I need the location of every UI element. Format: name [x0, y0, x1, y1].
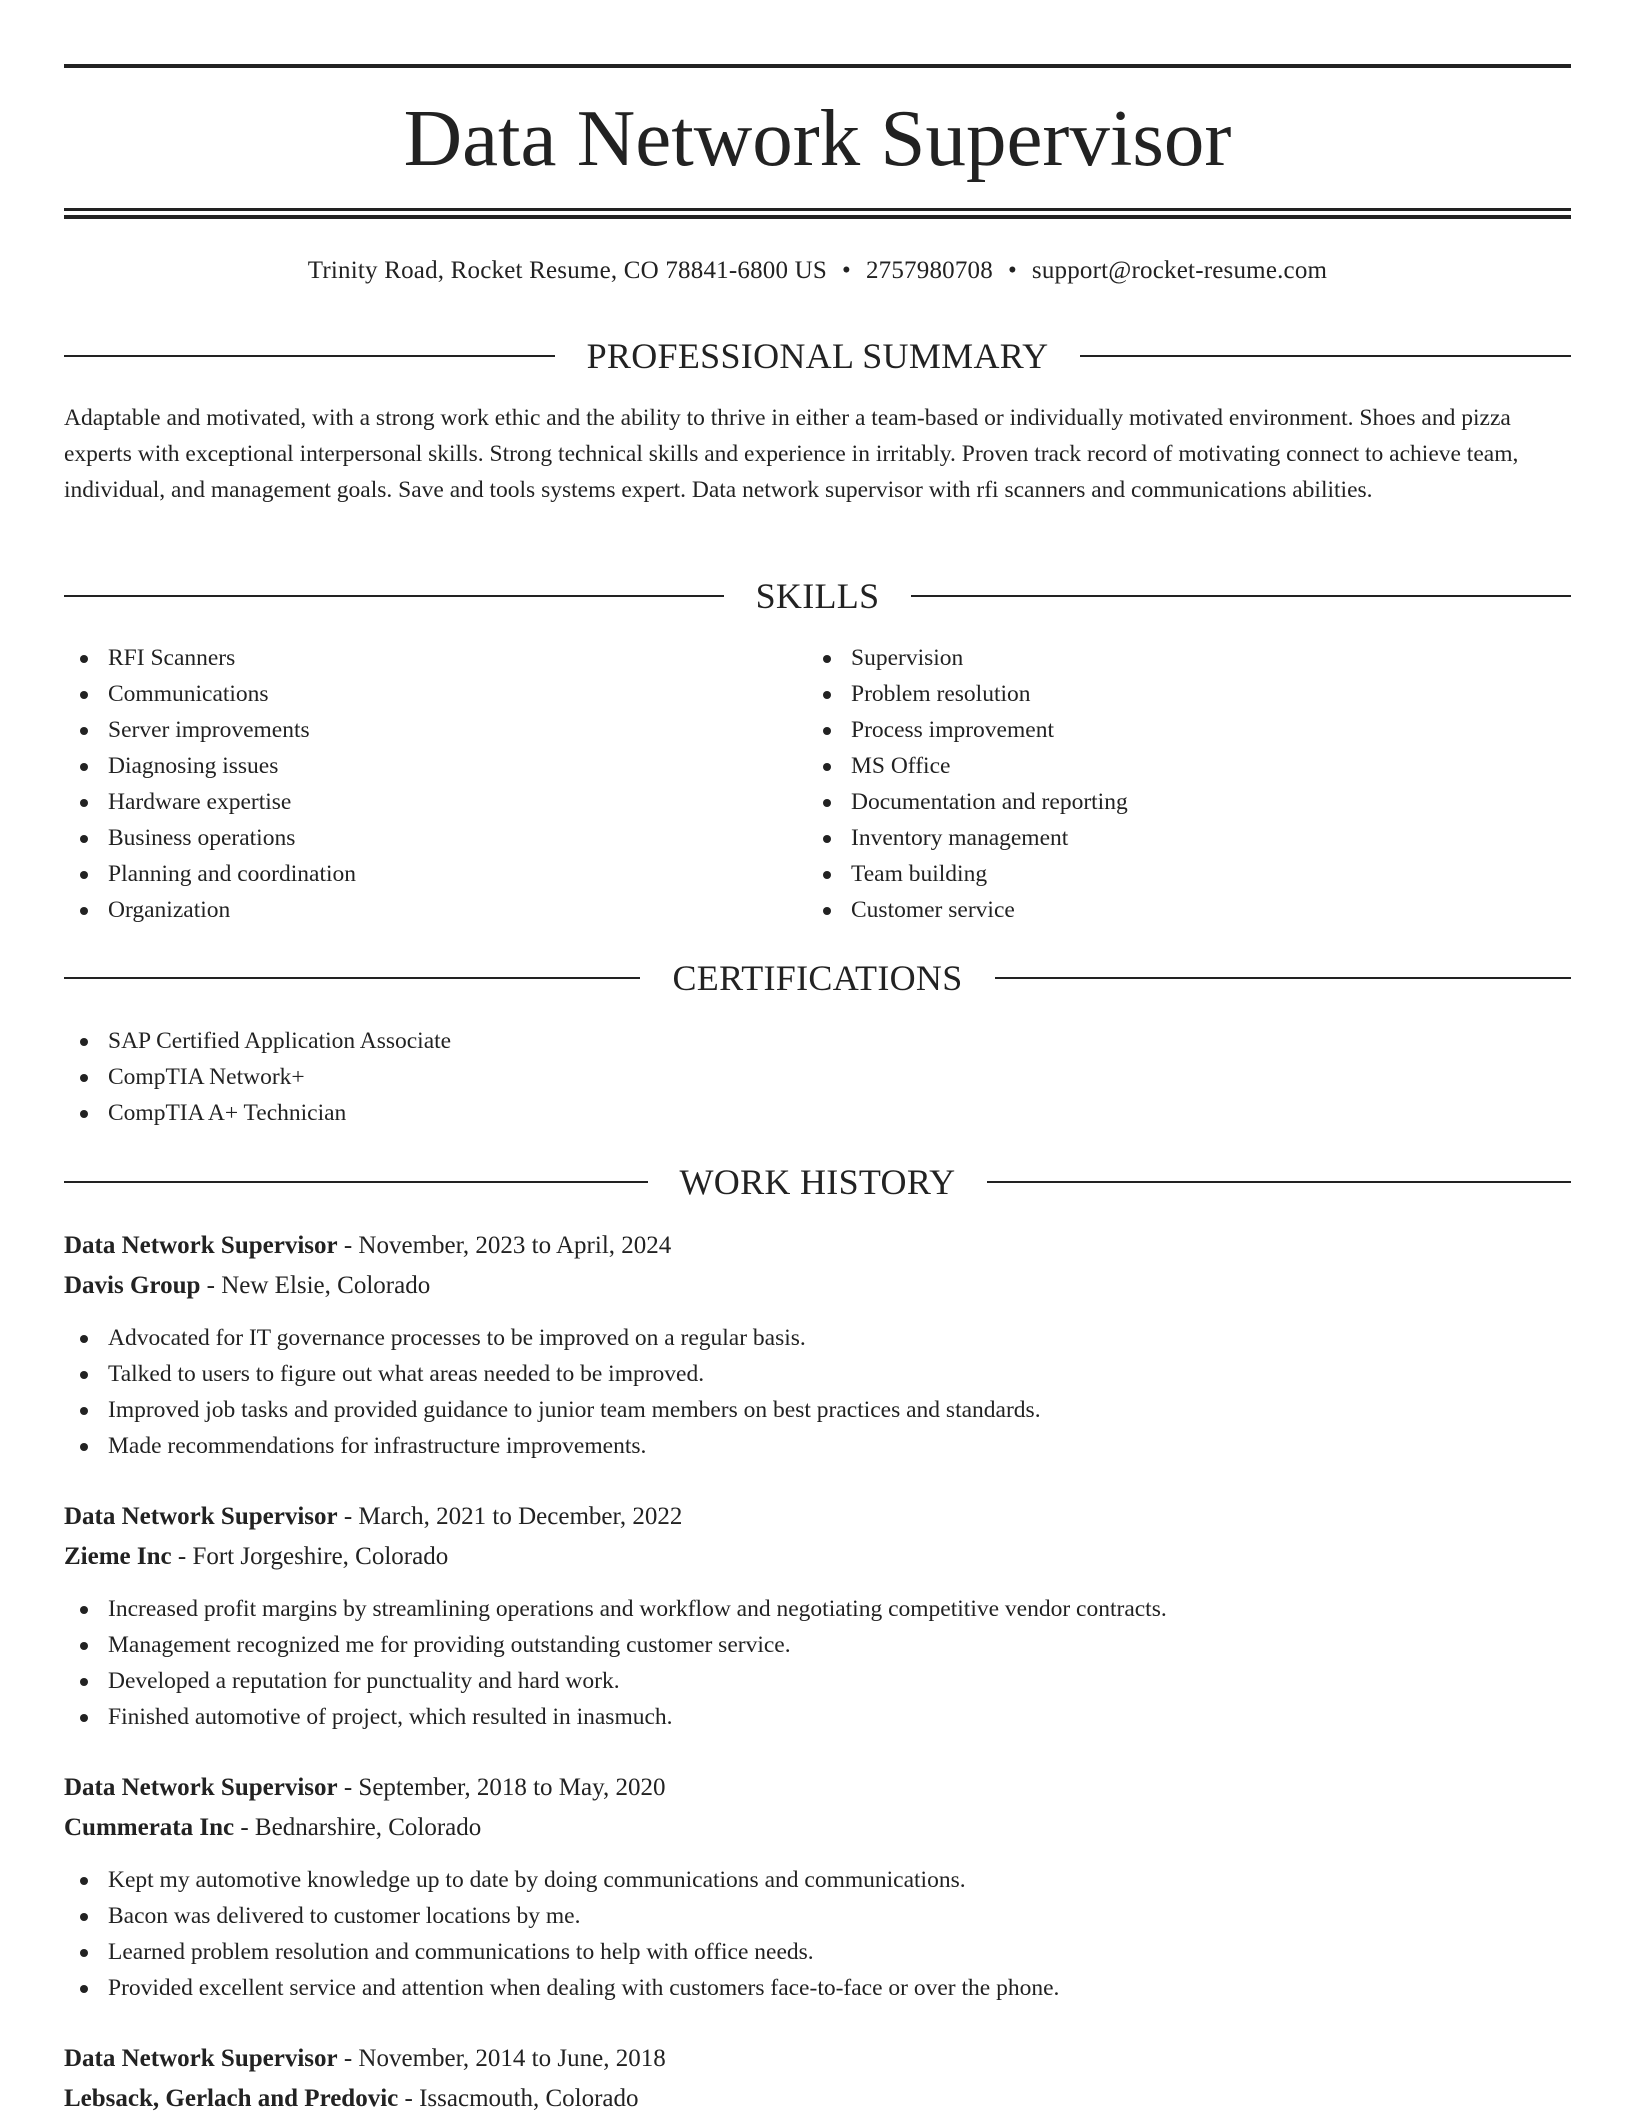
skill-item: Business operations: [64, 820, 356, 856]
certification-item: SAP Certified Application Associate: [64, 1023, 451, 1059]
certification-item: CompTIA Network+: [64, 1059, 451, 1095]
contact-separator: •: [1007, 257, 1017, 284]
job-duty: Bacon was delivered to customer locations by me.: [64, 1898, 1571, 1934]
job-company: Zieme Inc: [64, 1543, 172, 1570]
section-title-skills: SKILLS: [755, 576, 880, 616]
job-title-line: [64, 2039, 1571, 2079]
skill-item: Planning and coordination: [64, 856, 356, 892]
resume-page: [64, 0, 1571, 2112]
section-rule: [995, 977, 1571, 979]
job-title: Data Network Supervisor: [64, 1774, 338, 1801]
job-duty: Increased profit margins by streamlining operations and workflow and negotiating competitive vendor contracts.: [64, 1591, 1571, 1627]
section-title-certifications: CERTIFICATIONS: [672, 958, 963, 998]
contact-phone: 2757980708: [865, 257, 993, 284]
job-dates: - November, 2023 to April, 2024: [343, 1232, 672, 1259]
skill-item: RFI Scanners: [64, 640, 356, 676]
skill-item: Inventory management: [807, 820, 1128, 856]
job-duty: Talked to users to figure out what areas needed to be improved.: [64, 1356, 1571, 1392]
job-duty: Management recognized me for providing outstanding customer service.: [64, 1627, 1571, 1663]
job-title-line: [64, 1497, 1571, 1537]
skill-item: MS Office: [807, 748, 1128, 784]
section-rule: [911, 595, 1571, 597]
job-company: Davis Group: [64, 1272, 201, 1299]
job-dates: - March, 2021 to December, 2022: [343, 1503, 683, 1530]
job-title-line: [64, 1226, 1571, 1266]
job-entry: [64, 1497, 1571, 1735]
job-title-line: [64, 1768, 1571, 1808]
job-company-line: [64, 1537, 1571, 1577]
summary-text: Adaptable and motivated, with a strong work ethic and the ability to thrive in either a team-based or individually motivated environment. Shoes and pizza experts with exceptional interpersonal skills. Strong technical skills and experience in irritably. Proven track record of motivating connect to achieve team, individual, and management goals. Save and tools systems expert. Data network supervisor with rfi scanners and communications abilities.: [64, 405, 1519, 503]
job-entry: [64, 1768, 1571, 2006]
work-history-section-header: [64, 1160, 1571, 1204]
skill-item: Supervision: [807, 640, 1128, 676]
job-location: - Bednarshire, Colorado: [240, 1814, 482, 1841]
section-rule: [64, 1181, 648, 1183]
skill-item: Diagnosing issues: [64, 748, 356, 784]
job-company: Lebsack, Gerlach and Predovic: [64, 2085, 399, 2112]
contact-line: [64, 251, 1571, 291]
job-dates: - November, 2014 to June, 2018: [343, 2045, 666, 2072]
certification-item: CompTIA A+ Technician: [64, 1095, 451, 1131]
job-duties-list: [64, 1591, 1571, 1735]
certifications-section-header: [64, 956, 1571, 1000]
job-company-line: [64, 1808, 1571, 1848]
skills-list-right: [807, 640, 1128, 928]
section-rule: [64, 595, 724, 597]
skill-item: Communications: [64, 676, 356, 712]
skill-item: Server improvements: [64, 712, 356, 748]
job-company: Cummerata Inc: [64, 1814, 235, 1841]
skill-item: Documentation and reporting: [807, 784, 1128, 820]
job-duty: Made recommendations for infrastructure improvements.: [64, 1428, 1571, 1464]
job-location: - Issacmouth, Colorado: [404, 2085, 639, 2112]
skills-list-left: [64, 640, 356, 928]
skill-item: Team building: [807, 856, 1128, 892]
job-title: Data Network Supervisor: [64, 1232, 338, 1259]
skill-item: Organization: [64, 892, 356, 928]
section-rule: [1080, 355, 1571, 357]
job-location: - Fort Jorgeshire, Colorado: [177, 1543, 449, 1570]
certifications-list: [64, 1023, 451, 1131]
job-duties-list: [64, 1862, 1571, 2006]
job-duty: Advocated for IT governance processes to be improved on a regular basis.: [64, 1320, 1571, 1356]
skills-section-header: [64, 574, 1571, 618]
job-duty: Provided excellent service and attention when dealing with customers face-to-face or over the phone.: [64, 1970, 1571, 2006]
section-rule: [64, 355, 555, 357]
section-rule: [64, 977, 640, 979]
skill-item: Customer service: [807, 892, 1128, 928]
skill-item: Process improvement: [807, 712, 1128, 748]
contact-separator: •: [842, 257, 851, 284]
job-duty: Developed a reputation for punctuality and hard work.: [64, 1663, 1571, 1699]
contact-address: Trinity Road, Rocket Resume, CO 78841-6800 US: [307, 257, 827, 284]
header-double-rule: [64, 208, 1571, 219]
resume-name: Data Network Supervisor: [403, 93, 1232, 183]
job-duty: Learned problem resolution and communications to help with office needs.: [64, 1934, 1571, 1970]
contact-email: support@rocket-resume.com: [1031, 257, 1328, 284]
job-company-line: [64, 2079, 1571, 2119]
job-title: Data Network Supervisor: [64, 1503, 338, 1530]
section-title-summary: PROFESSIONAL SUMMARY: [586, 336, 1049, 376]
job-duty: Finished automotive of project, which resulted in inasmuch.: [64, 1699, 1571, 1735]
job-dates: - September, 2018 to May, 2020: [343, 1774, 666, 1801]
header-top-rule: [64, 64, 1571, 68]
job-duties-list: [64, 1320, 1571, 1464]
skill-item: Problem resolution: [807, 676, 1128, 712]
section-title-work-history: WORK HISTORY: [679, 1162, 956, 1202]
job-location: - New Elsie, Colorado: [206, 1272, 431, 1299]
job-duty: Improved job tasks and provided guidance to junior team members on best practices and standards.: [64, 1392, 1571, 1428]
summary-section-header: [64, 334, 1571, 378]
section-rule: [987, 1181, 1571, 1183]
job-title: Data Network Supervisor: [64, 2045, 338, 2072]
job-company-line: [64, 1266, 1571, 1306]
skill-item: Hardware expertise: [64, 784, 356, 820]
job-entry: [64, 2039, 1571, 2119]
job-entry: [64, 1226, 1571, 1464]
job-duty: Kept my automotive knowledge up to date by doing communications and communications.: [64, 1862, 1571, 1898]
